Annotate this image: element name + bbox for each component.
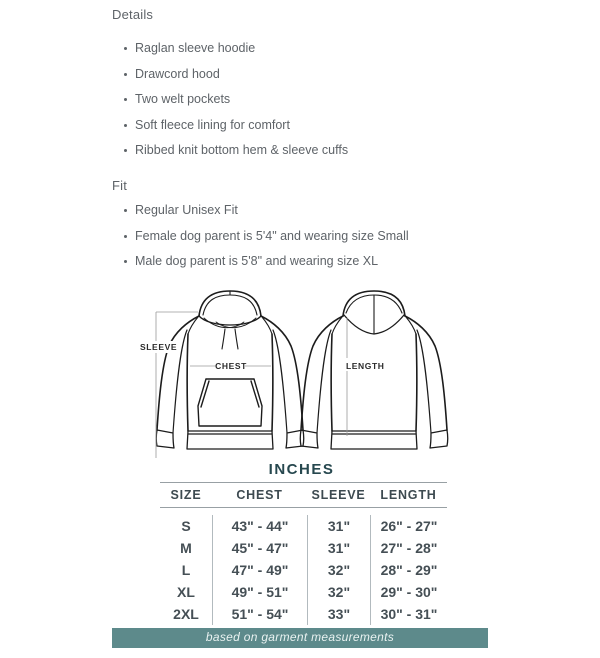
fit-list-item bbox=[124, 204, 409, 217]
column-header-sleeve: SLEEVE bbox=[311, 488, 366, 502]
column-header-chest: CHEST bbox=[236, 488, 283, 502]
bullet-icon bbox=[124, 149, 127, 152]
fit-list bbox=[124, 204, 409, 281]
cell-chest: 45" - 47" bbox=[212, 537, 307, 559]
bullet-icon bbox=[124, 98, 127, 101]
cell-chest: 43" - 44" bbox=[212, 515, 307, 537]
size-chart-title: INCHES bbox=[268, 461, 335, 478]
details-list-item bbox=[124, 119, 348, 132]
details-heading: Details bbox=[112, 7, 154, 22]
cell-sleeve: 31" bbox=[307, 537, 370, 559]
bullet-icon bbox=[124, 47, 127, 50]
measurement-labels bbox=[137, 341, 386, 371]
cell-sleeve: 33" bbox=[307, 603, 370, 625]
cell-chest: 49" - 51" bbox=[212, 581, 307, 603]
details-list-item bbox=[124, 144, 348, 157]
measurement-note-banner: based on garment measurements bbox=[112, 628, 488, 648]
column-header-length: LENGTH bbox=[380, 488, 437, 502]
list-item-text: Two welt pockets bbox=[135, 92, 231, 106]
size-chart-table bbox=[160, 482, 447, 625]
cell-length: 27" - 28" bbox=[370, 537, 447, 559]
bullet-icon bbox=[124, 209, 127, 212]
list-item-text: Female dog parent is 5'4" and wearing size Small bbox=[135, 228, 409, 243]
details-list-item bbox=[124, 68, 348, 81]
cell-length: 28" - 29" bbox=[370, 559, 447, 581]
bullet-icon bbox=[124, 73, 127, 76]
fit-list-item bbox=[124, 230, 409, 243]
list-item-text: Regular Unisex Fit bbox=[135, 203, 238, 217]
cell-size: L bbox=[181, 562, 191, 578]
fit-list-item bbox=[124, 255, 409, 268]
list-item-text: Drawcord hood bbox=[135, 66, 220, 81]
details-list-item bbox=[124, 93, 348, 106]
list-item-text: Male dog parent is 5'8" and wearing size XL bbox=[135, 254, 379, 268]
fit-heading: Fit bbox=[112, 178, 128, 193]
cell-chest: 47" - 49" bbox=[212, 559, 307, 581]
cell-size: 2XL bbox=[173, 606, 199, 622]
details-list-item bbox=[124, 42, 348, 55]
size-chart-body bbox=[160, 515, 447, 625]
chest-label: CHEST bbox=[215, 361, 247, 371]
column-header-size: SIZE bbox=[170, 488, 202, 502]
cell-sleeve: 31" bbox=[307, 515, 370, 537]
list-item-text: Raglan sleeve hoodie bbox=[135, 41, 256, 55]
cell-size: S bbox=[181, 518, 191, 534]
list-item-text: Ribbed knit bottom hem & sleeve cuffs bbox=[135, 143, 349, 157]
bullet-icon bbox=[124, 235, 127, 238]
cell-sleeve: 32" bbox=[307, 559, 370, 581]
cell-length: 29" - 30" bbox=[370, 581, 447, 603]
list-item-text: Soft fleece lining for comfort bbox=[135, 117, 290, 132]
details-list bbox=[124, 42, 348, 170]
cell-size: M bbox=[180, 540, 192, 556]
length-label: LENGTH bbox=[346, 361, 385, 371]
size-chart-header-row bbox=[160, 482, 447, 508]
cell-length: 26" - 27" bbox=[370, 515, 447, 537]
cell-length: 30" - 31" bbox=[370, 603, 447, 625]
hoodie-measurement-diagram bbox=[132, 285, 472, 461]
bullet-icon bbox=[124, 124, 127, 127]
cell-size: XL bbox=[177, 584, 195, 600]
bullet-icon bbox=[124, 260, 127, 263]
cell-chest: 51" - 54" bbox=[212, 603, 307, 625]
cell-sleeve: 32" bbox=[307, 581, 370, 603]
sleeve-label: SLEEVE bbox=[140, 342, 178, 352]
